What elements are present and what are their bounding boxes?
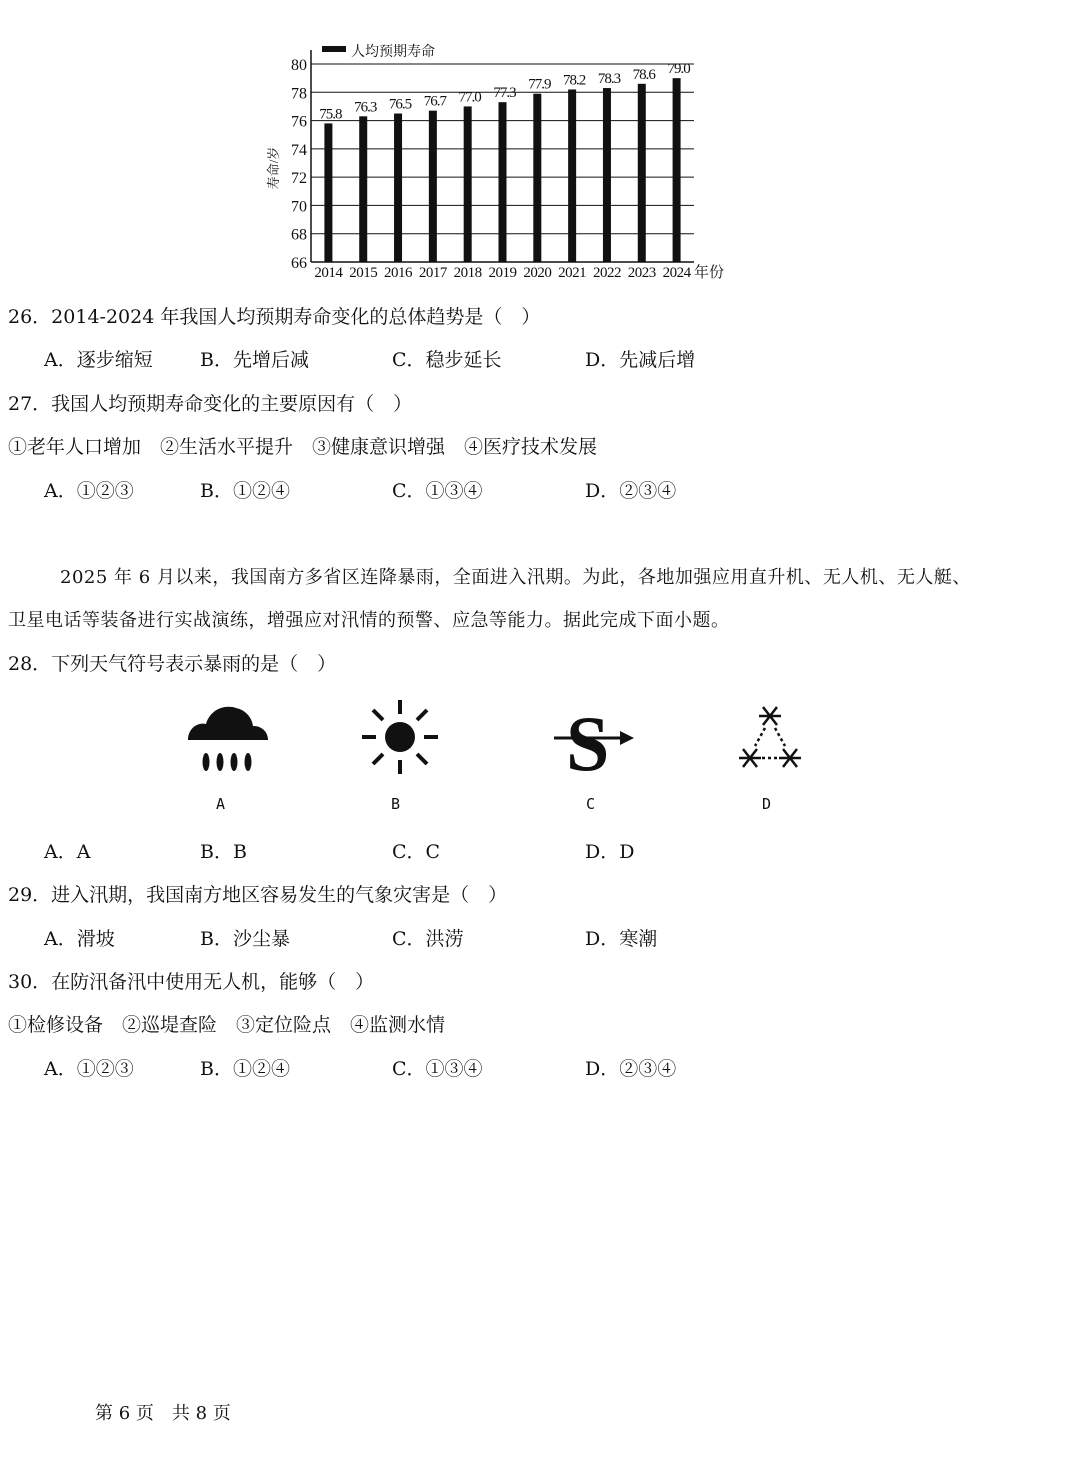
question-30-stem: 30．在防汛备汛中使用无人机，能够（ ） [8, 971, 375, 993]
bar-value-label: 79.0 [667, 61, 690, 78]
chart-labels [291, 57, 692, 281]
snow-icon [730, 700, 810, 780]
legend-swatch [322, 46, 346, 52]
y-tick-label: 68 [291, 226, 307, 244]
y-tick-label: 70 [291, 198, 307, 216]
question-28-option-b[interactable]: B．B [200, 841, 247, 863]
bar-value-label: 78.3 [597, 71, 621, 88]
bar-value-label: 78.6 [632, 66, 655, 83]
bar-value-label: 76.7 [423, 93, 446, 110]
y-tick-label: 80 [291, 57, 307, 74]
y-axis-label: 寿命/岁 [266, 146, 281, 190]
question-27-option-b[interactable]: B．①②④ [200, 480, 290, 502]
question-27-stem: 27．我国人均预期寿命变化的主要原因有（ ） [8, 393, 413, 415]
question-28-option-a[interactable]: A．A [44, 841, 91, 863]
question-30-option-d[interactable]: D．②③④ [585, 1058, 677, 1080]
bar-value-label: 78.2 [563, 72, 586, 89]
question-26-option-d[interactable]: D．先减后增 [585, 349, 696, 371]
bar-value-label: 77.9 [528, 76, 551, 93]
question-27-option-d[interactable]: D．②③④ [585, 480, 677, 502]
x-tick-label: 2018 [453, 265, 482, 281]
x-axis-label: 年份 [694, 265, 725, 281]
bar-value-label: 77.3 [493, 85, 516, 102]
life-expectancy-bar-chart [0, 0, 1080, 290]
bar-value-label: 75.8 [319, 106, 342, 123]
question-27-option-c[interactable]: C．①③④ [392, 480, 483, 502]
symbol-label-b: B [391, 795, 401, 813]
symbol-label-c: C [586, 795, 596, 813]
question-26-option-c[interactable]: C．稳步延长 [392, 349, 502, 371]
question-27-items: ①老年人口增加 ②生活水平提升 ③健康意识增强 ④医疗技术发展 [8, 436, 598, 458]
question-26-stem: 26．2014-2024 年我国人均预期寿命变化的总体趋势是（ ） [8, 306, 541, 328]
sandstorm-icon [550, 700, 640, 776]
x-tick-label: 2016 [384, 265, 413, 281]
bar [533, 94, 541, 262]
bar [394, 114, 402, 263]
bar-value-label: 77.0 [458, 89, 481, 106]
question-30-option-c[interactable]: C．①③④ [392, 1058, 483, 1080]
bar-value-label: 76.5 [388, 96, 412, 113]
x-tick-label: 2017 [418, 265, 447, 281]
question-30-option-a[interactable]: A．①②③ [44, 1058, 134, 1080]
y-tick-label: 78 [291, 85, 307, 103]
question-30-items: ①检修设备 ②巡堤查险 ③定位险点 ④监测水情 [8, 1014, 446, 1036]
question-27-option-a[interactable]: A．①②③ [44, 480, 134, 502]
x-tick-label: 2024 [662, 265, 691, 281]
bar [603, 88, 611, 262]
rainstorm-icon [180, 698, 276, 782]
question-28-option-c[interactable]: C．C [392, 841, 441, 863]
y-tick-label: 66 [291, 255, 307, 272]
question-29-option-b[interactable]: B．沙尘暴 [200, 928, 290, 950]
x-tick-label: 2019 [488, 265, 517, 281]
question-28-stem: 28．下列天气符号表示暴雨的是（ ） [8, 653, 337, 675]
x-tick-label: 2020 [523, 265, 552, 281]
bar [499, 102, 507, 262]
bar [568, 89, 576, 262]
sunny-icon [356, 696, 444, 778]
x-tick-label: 2023 [627, 265, 656, 281]
bar-value-label: 76.3 [354, 99, 377, 116]
question-29-stem: 29．进入汛期，我国南方地区容易发生的气象灾害是（ ） [8, 884, 508, 906]
x-tick-label: 2014 [314, 265, 343, 281]
question-26-option-a[interactable]: A．逐步缩短 [44, 349, 153, 371]
x-tick-label: 2015 [349, 265, 378, 281]
question-29-option-d[interactable]: D．寒潮 [585, 928, 658, 950]
bar [464, 106, 472, 262]
bar [359, 116, 367, 262]
x-tick-label: 2022 [592, 265, 621, 281]
svg-text:S: S [566, 700, 610, 776]
question-29-option-c[interactable]: C．洪涝 [392, 928, 464, 950]
bar [324, 123, 332, 262]
bar [429, 111, 437, 262]
legend-label: 人均预期寿命 [351, 45, 435, 60]
bar [638, 84, 646, 262]
x-tick-label: 2021 [558, 265, 587, 281]
question-28-option-d[interactable]: D．D [585, 841, 635, 863]
page-footer: 第 6 页 共 8 页 [95, 1403, 231, 1424]
question-26-option-b[interactable]: B．先增后减 [200, 349, 309, 371]
question-30-option-b[interactable]: B．①②④ [200, 1058, 290, 1080]
passage-line-1: 2025 年 6 月以来，我国南方多省区连降暴雨，全面进入汛期。为此，各地加强应用直升机、无人机、无人艇、 [60, 567, 971, 588]
symbol-label-a: A [216, 795, 226, 813]
bar [673, 78, 681, 262]
y-tick-label: 72 [291, 170, 307, 188]
chart-bars [324, 78, 680, 262]
question-29-option-a[interactable]: A．滑坡 [44, 928, 115, 950]
y-tick-label: 74 [291, 141, 307, 159]
passage-line-2: 卫星电话等装备进行实战演练，增强应对汛情的预警、应急等能力。据此完成下面小题。 [8, 610, 730, 631]
y-tick-label: 76 [291, 113, 307, 131]
symbol-label-d: D [762, 795, 772, 813]
